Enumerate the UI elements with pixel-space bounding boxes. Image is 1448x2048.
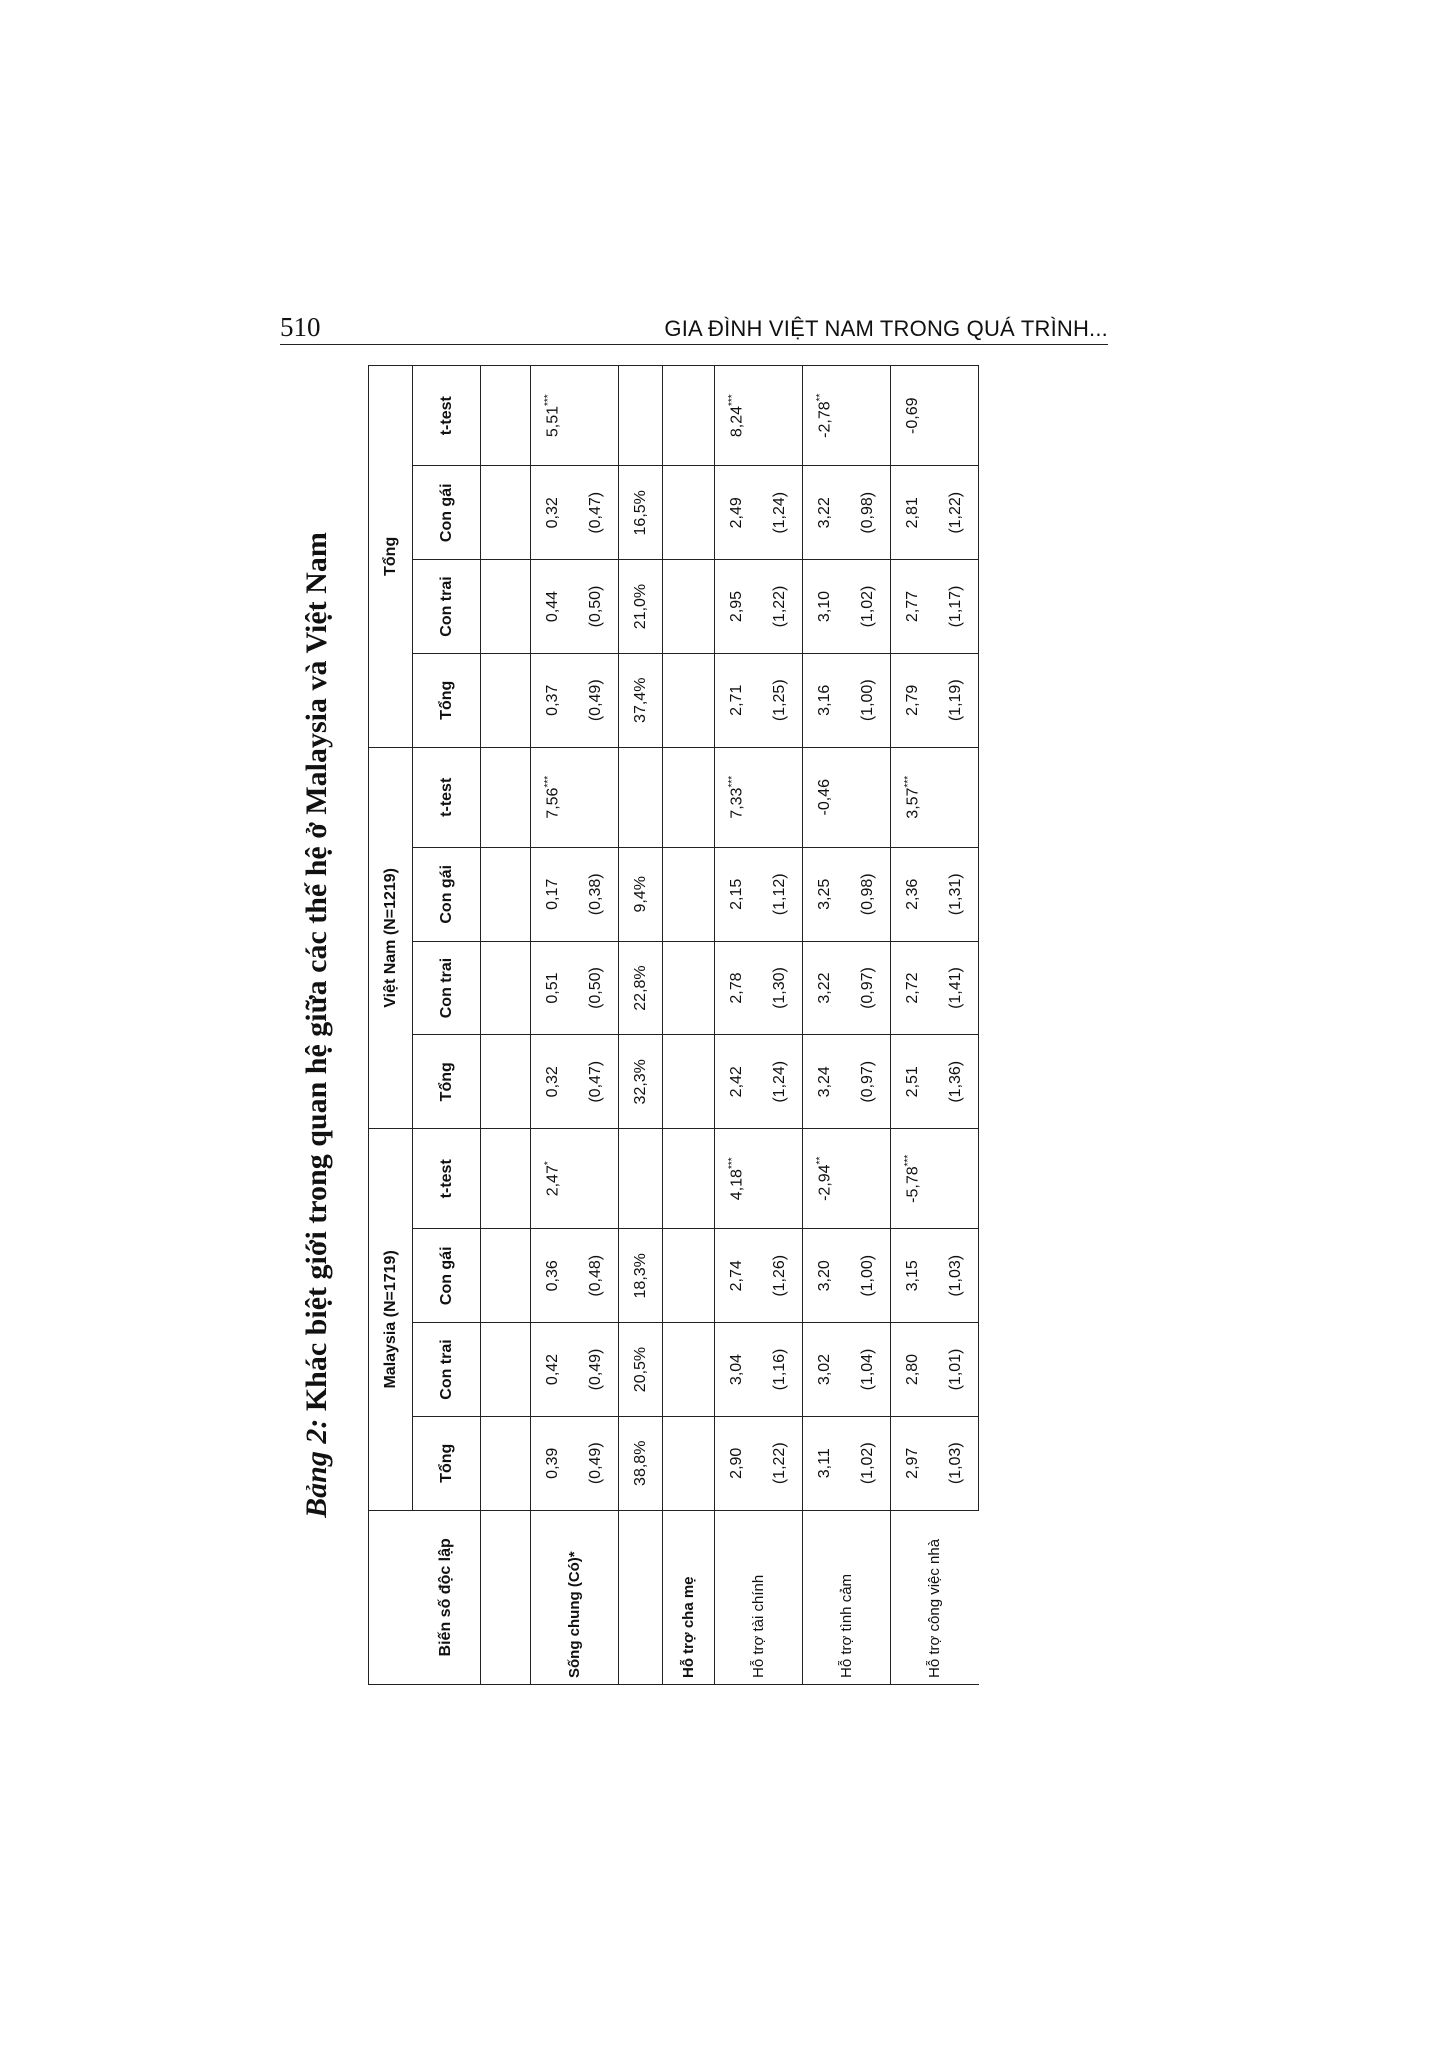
group-header-vietnam: Việt Nam (N=1219)	[369, 747, 413, 1129]
value-cell: 2,95	[715, 560, 759, 654]
value-cell	[663, 1035, 715, 1129]
table-caption	[300, 365, 334, 1685]
sd-cell	[759, 747, 803, 847]
value-cell: 2,90	[715, 1416, 759, 1510]
table-row	[803, 366, 847, 1685]
group-header-malaysia: Malaysia (N=1719)	[369, 1129, 413, 1510]
value-cell: 2,36	[891, 847, 935, 941]
significance-stars: *	[543, 1161, 555, 1166]
t-test-cell: -2,94**	[803, 1129, 847, 1229]
t-test-cell: 2,47*	[531, 1129, 575, 1229]
sub-header-son: Con trai	[413, 1323, 481, 1417]
data-table	[368, 365, 979, 1685]
value-cell	[663, 466, 715, 560]
sd-cell: (0,50)	[575, 560, 619, 654]
value-cell	[663, 560, 715, 654]
sd-cell: (0,49)	[575, 653, 619, 747]
sd-cell: (1,04)	[847, 1323, 891, 1417]
table-row	[891, 366, 935, 1685]
sd-cell: (0,50)	[575, 941, 619, 1035]
sub-header-total: Tổng	[413, 1416, 481, 1510]
sd-cell: (1,24)	[759, 1035, 803, 1129]
table-row	[663, 366, 715, 1685]
sd-cell: (1,12)	[759, 847, 803, 941]
sd-cell: (1,16)	[759, 1323, 803, 1417]
sub-header-son: Con trai	[413, 560, 481, 654]
sd-cell	[575, 1129, 619, 1229]
sd-cell: (0,49)	[575, 1323, 619, 1417]
value-cell: 0,39	[531, 1416, 575, 1510]
value-cell: 2,51	[891, 1035, 935, 1129]
significance-stars: ***	[727, 1157, 739, 1170]
sd-cell	[575, 366, 619, 466]
sd-cell: (1,01)	[935, 1323, 979, 1417]
value-cell: 3,16	[803, 653, 847, 747]
value-cell: 20,5%	[619, 1323, 663, 1417]
value-cell: 2,79	[891, 653, 935, 747]
value-cell: 2,49	[715, 466, 759, 560]
sub-header-daughter: Con gái	[413, 847, 481, 941]
value-cell: 9,4%	[619, 847, 663, 941]
t-test-cell: -2,78**	[803, 366, 847, 466]
sd-cell: (1,22)	[759, 1416, 803, 1510]
value-cell: 2,97	[891, 1416, 935, 1510]
table-row-sd	[575, 366, 619, 1685]
value-cell: 16,5%	[619, 466, 663, 560]
significance-stars: ***	[543, 394, 555, 406]
sd-cell	[935, 747, 979, 847]
value-cell: 3,04	[715, 1323, 759, 1417]
sd-cell: (1,17)	[935, 560, 979, 654]
sd-cell	[847, 747, 891, 847]
sub-header-son: Con trai	[413, 941, 481, 1035]
value-cell: 2,42	[715, 1035, 759, 1129]
sd-cell: (0,48)	[575, 1229, 619, 1323]
sd-cell: (1,31)	[935, 847, 979, 941]
sd-cell: (1,19)	[935, 653, 979, 747]
sub-header-ttest: t-test	[413, 1129, 481, 1229]
value-cell: 3,15	[891, 1229, 935, 1323]
table-row-sd	[935, 366, 979, 1685]
t-test-cell: -0,46	[803, 747, 847, 847]
sd-cell: (0,38)	[575, 847, 619, 941]
table-row	[531, 366, 575, 1685]
table-row	[715, 366, 759, 1685]
table-row-sd	[847, 366, 891, 1685]
sd-cell: (0,49)	[575, 1416, 619, 1510]
rotated-table-block	[300, 365, 1120, 1685]
sub-header-daughter: Con gái	[413, 1229, 481, 1323]
t-test-cell: -5,78***	[891, 1129, 935, 1229]
value-cell	[663, 941, 715, 1035]
value-cell: 0,51	[531, 941, 575, 1035]
row-label	[619, 1510, 663, 1684]
significance-stars: **	[815, 393, 827, 402]
sd-cell	[575, 747, 619, 847]
t-test-cell	[663, 1129, 715, 1229]
value-cell: 2,80	[891, 1323, 935, 1417]
corner-cell	[369, 1510, 413, 1684]
row-label: Hỗ trợ tình cảm	[803, 1510, 891, 1684]
caption-text: Khác biệt giới trong quan hệ giữa các thế hệ ở Malaysia và Việt Nam	[300, 532, 333, 1419]
sd-cell: (1,26)	[759, 1229, 803, 1323]
significance-stars: **	[815, 1156, 827, 1165]
sub-header-ttest: t-test	[413, 366, 481, 466]
t-test-cell	[619, 366, 663, 466]
t-test-cell	[663, 366, 715, 466]
sd-cell	[935, 1129, 979, 1229]
significance-stars: ***	[727, 394, 739, 406]
sd-cell: (1,25)	[759, 653, 803, 747]
sd-cell: (1,02)	[847, 560, 891, 654]
sd-cell: (1,24)	[759, 466, 803, 560]
value-cell: 3,02	[803, 1323, 847, 1417]
t-test-cell: -0,69	[891, 366, 935, 466]
t-test-cell: 8,24***	[715, 366, 759, 466]
sd-cell: (1,22)	[935, 466, 979, 560]
value-cell: 2,78	[715, 941, 759, 1035]
sd-cell	[759, 1129, 803, 1229]
page-number: 510	[280, 312, 321, 342]
value-cell: 22,8%	[619, 941, 663, 1035]
value-cell: 3,10	[803, 560, 847, 654]
sd-cell: (1,00)	[847, 1229, 891, 1323]
sd-cell: (1,22)	[759, 560, 803, 654]
value-cell: 0,32	[531, 466, 575, 560]
row-label: Hỗ trợ công việc nhà	[891, 1510, 979, 1684]
table-body	[481, 366, 979, 1685]
sd-cell: (1,36)	[935, 1035, 979, 1129]
value-cell: 3,20	[803, 1229, 847, 1323]
value-cell: 3,24	[803, 1035, 847, 1129]
t-test-cell	[619, 1129, 663, 1229]
header-rule	[280, 344, 1108, 345]
value-cell: 3,25	[803, 847, 847, 941]
sd-cell: (1,41)	[935, 941, 979, 1035]
value-cell: 2,74	[715, 1229, 759, 1323]
value-cell: 2,81	[891, 466, 935, 560]
sd-cell: (0,97)	[847, 1035, 891, 1129]
row-label: Sống chung (Có)*	[531, 1510, 619, 1684]
value-cell: 2,71	[715, 653, 759, 747]
value-cell: 18,3%	[619, 1229, 663, 1323]
row-label: Hỗ trợ tài chính	[715, 1510, 803, 1684]
sd-cell: (0,98)	[847, 466, 891, 560]
value-cell: 0,44	[531, 560, 575, 654]
value-cell	[663, 1229, 715, 1323]
variable-header: Biến số độc lập	[413, 1510, 481, 1684]
sd-cell	[847, 1129, 891, 1229]
value-cell: 0,37	[531, 653, 575, 747]
group-header-total: Tổng	[369, 366, 413, 748]
significance-stars: ***	[903, 1154, 915, 1167]
t-test-cell: 7,56***	[531, 747, 575, 847]
t-test-cell	[619, 747, 663, 847]
sd-cell: (0,47)	[575, 466, 619, 560]
sd-cell	[759, 366, 803, 466]
sd-cell	[935, 366, 979, 466]
value-cell: 3,22	[803, 466, 847, 560]
value-cell	[663, 847, 715, 941]
sd-cell: (1,02)	[847, 1416, 891, 1510]
value-cell	[663, 1416, 715, 1510]
sub-header-ttest: t-test	[413, 747, 481, 847]
value-cell: 37,4%	[619, 653, 663, 747]
value-cell: 21,0%	[619, 560, 663, 654]
sd-cell	[847, 366, 891, 466]
value-cell: 0,32	[531, 1035, 575, 1129]
caption-label: Bảng 2:	[300, 1418, 333, 1518]
value-cell: 38,8%	[619, 1416, 663, 1510]
sub-header-total: Tổng	[413, 1035, 481, 1129]
sd-cell: (1,03)	[935, 1229, 979, 1323]
value-cell: 2,15	[715, 847, 759, 941]
value-cell	[663, 653, 715, 747]
sd-cell: (0,97)	[847, 941, 891, 1035]
significance-stars: ***	[903, 775, 915, 788]
sd-cell: (1,30)	[759, 941, 803, 1035]
t-test-cell	[663, 747, 715, 847]
t-test-cell: 4,18***	[715, 1129, 759, 1229]
value-cell: 0,42	[531, 1323, 575, 1417]
value-cell: 0,17	[531, 847, 575, 941]
sub-header-daughter: Con gái	[413, 466, 481, 560]
value-cell: 3,22	[803, 941, 847, 1035]
value-cell: 2,72	[891, 941, 935, 1035]
table-row-sd	[759, 366, 803, 1685]
value-cell: 3,11	[803, 1416, 847, 1510]
t-test-cell: 5,51***	[531, 366, 575, 466]
empty-row	[481, 366, 531, 1685]
value-cell: 2,77	[891, 560, 935, 654]
row-label: Hỗ trợ cha mẹ	[663, 1510, 715, 1684]
sd-cell: (1,00)	[847, 653, 891, 747]
value-cell: 32,3%	[619, 1035, 663, 1129]
value-cell	[663, 1323, 715, 1417]
table-row	[619, 366, 663, 1685]
running-head: GIA ĐÌNH VIỆT NAM TRONG QUÁ TRÌNH...	[664, 316, 1108, 341]
t-test-cell: 7,33***	[715, 747, 759, 847]
sub-header-total: Tổng	[413, 653, 481, 747]
significance-stars: ***	[727, 775, 739, 788]
sd-cell: (0,98)	[847, 847, 891, 941]
value-cell: 0,36	[531, 1229, 575, 1323]
t-test-cell: 3,57***	[891, 747, 935, 847]
sd-cell: (1,03)	[935, 1416, 979, 1510]
sd-cell: (0,47)	[575, 1035, 619, 1129]
significance-stars: ***	[543, 775, 555, 788]
